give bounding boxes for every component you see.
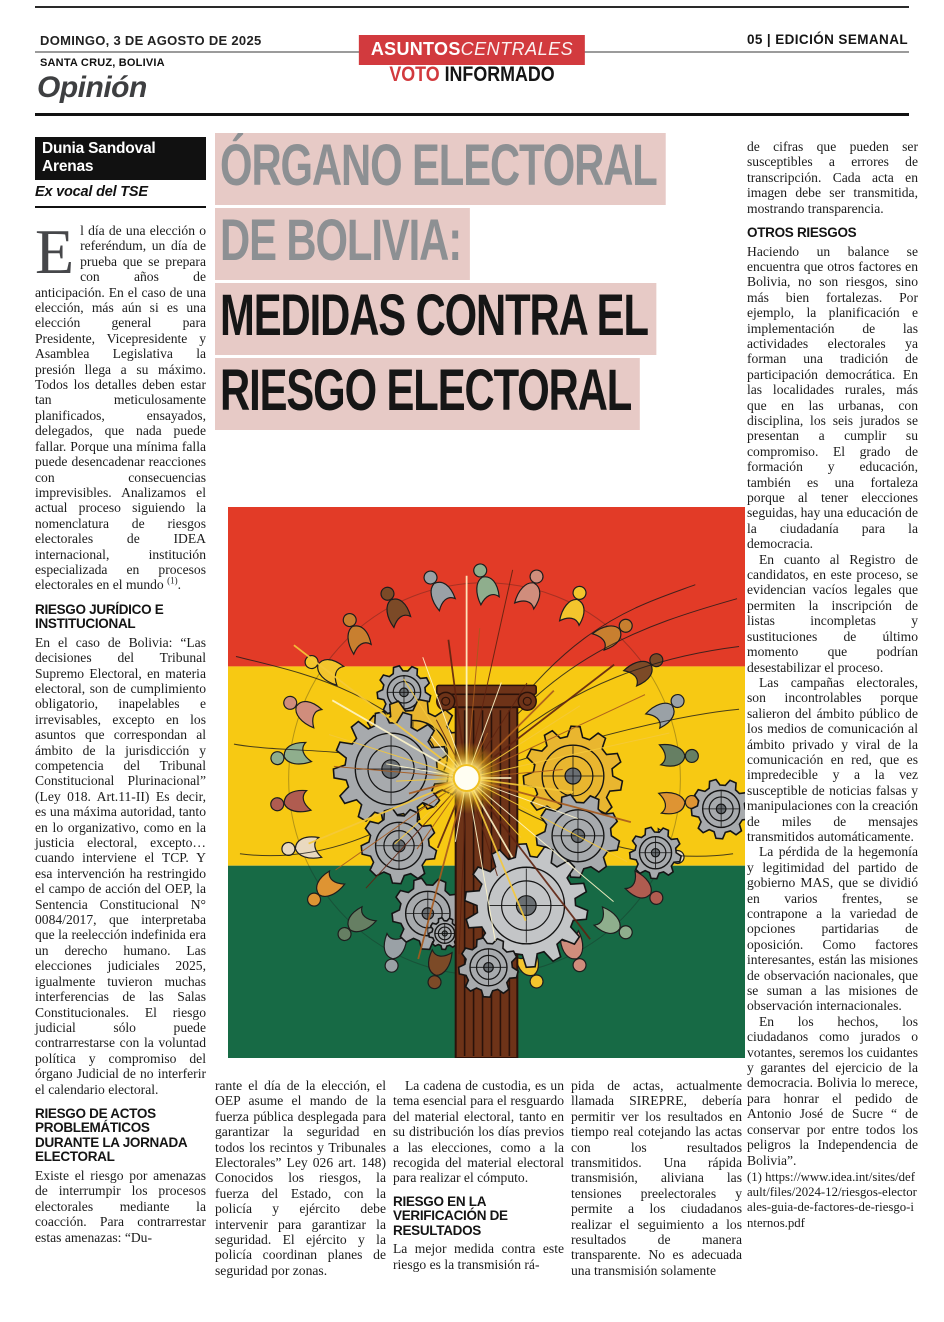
footnote-reference: (1) https://www.idea.int/sites/default/files/2024-12/riesgos-electorales-guia-de-factores-de-riesgo-internos.pdf <box>747 1169 917 1230</box>
headline-line-3: MEDIDAS CONTRA EL <box>215 283 657 355</box>
paragraph-text: l día de una elección o referéndum, un día de prueba que se prepara con años de anticipación. En el caso de una elección, más aún si es una elección general para Presidente, Vicepresidente y Asamblea Legislativa la presión llega a su máximo. Todos los detalles deben estar tan meticulosamente planificados, ensayados, delegados, que nada puede fallar. Porque una mínima falla puede desencadenar reacciones con consecuencias imprevisibles. Analizamos el actual proceso siguiendo la nomenclatura de riesgos electorales de IDEA internacional, institución especializada en procesos electorales en el mundo <box>35 223 206 593</box>
article-bottom-columns <box>215 1078 742 1278</box>
headline-line-1: ÓRGANO ELECTORAL <box>215 133 665 205</box>
paragraph: La pérdida de la hegemonía y legitimidad del partido de gobierno MAS, que se dividió en varios frentes, se contrapone a la variedad de opciones partidarias de oposición. Como factores interesantes, están las misiones de observación nacionales, que se suman a las misiones de observación internacionales. <box>747 844 918 1014</box>
paragraph: El día de una elección o referéndum, un día de prueba que se prepara con años de anticipación. En el caso de una elección, más aún si es una elección general para Presidente, Vicepresidente y Asamblea Legislativa la presión llega a su máximo. Todos los detalles deben estar tan meticulosamente planificados, ensayados, delegados, que nada puede fallar. Porque una mínima falla puede desencadenar reacciones con consecuencias imprevisibles. Analizamos el actual proceso siguiendo la nomenclatura de riesgos electorales de IDEA internacional, institución especializada en procesos electorales en el mundo $^{(1)}$. <box>35 216 206 593</box>
footnote-marker: (1) <box>167 575 178 586</box>
article-column-5 <box>747 139 918 1244</box>
badge-secondary-label: CENTRALES <box>460 39 574 59</box>
section-badge <box>359 35 585 65</box>
paragraph: Existe el riesgo por amenazas de interrumpir los procesos electorales mediante la coacción. Para contrarrestar estas amenazas: “Du- <box>35 1167 206 1245</box>
paragraph: Las campañas electorales, son incontrolables porque salieron del ámbito público de los medios de comunicación al ámbito privado y viral de la comunicación en red, que es impredecible y a la vez susceptible de noticias falsas y manipulaciones con la creación de miles de mensajes transmitidos automáticamente. <box>747 674 918 844</box>
section-title: Opinión <box>37 71 147 104</box>
paragraph: La mejor medida contra este riesgo es la transmisión rá- <box>393 1241 564 1272</box>
paragraph: de cifras que pueden ser susceptibles a errores de transcripción. Cada acta en imagen debe ser transmitida, mostrando transparencia. <box>747 139 918 216</box>
page-number-edition: 05 | EDICIÓN SEMANAL <box>746 32 908 47</box>
headline <box>215 133 755 433</box>
article-column-1 <box>35 137 206 1245</box>
article-illustration <box>228 507 745 1058</box>
paragraph: En el caso de Bolivia: “Las decisiones del Tribunal Supremo Electoral, en materia electoral, son de cumplimiento obligatorio, inapelables e irrevisables, excepto en los asuntos que correspondan al ámbito de la jurisdicción y competencia del Tribunal Constitucional Plurinacional” (Ley 018. Art.11-II) Es decir, es una máxima autoridad, tanto en lo organizativo, como en la justicia electoral, excepto… cuando interviene el TCP. Y esa intervención ha restringido el campo de acción del OEP, la Sentencia Constitucional N° 0084/2017, que interpretaba que la reelección indefinida era un derecho humano. Las elecciones judiciales 2025, igualmente tuvieron muchas interferencias de las Salas Constitucionales. El riesgo judicial sólo puede contrarrestarse con la voluntad política y compromiso del órgano Judicial de no interferir el calendario electoral. <box>35 634 206 1097</box>
paragraph: La cadena de custodia, es un tema esencial para el resguardo del material electoral, tanto en su distribución los días previos a las elecciones, como a la recogida del material electoral para realizar el cómputo. <box>393 1078 564 1186</box>
date-line: DOMINGO, 3 DE AGOSTO DE 2025 <box>40 33 262 48</box>
article-column-4 <box>571 1078 742 1278</box>
drop-cap: E <box>35 216 75 287</box>
section-heading: RIESGO EN LA VERIFICACIÓN DE RESULTADOS <box>393 1193 508 1238</box>
section-heading: RIESGO DE ACTOS PROBLEMÁTICOS DURANTE LA JORNADA ELECTORAL <box>35 1105 187 1165</box>
top-rule <box>35 6 909 8</box>
section-rule <box>35 113 909 116</box>
paragraph: pida de actas, actualmente llamada SIREPRE, debería permitir ver los resultados en tiempo real cotejando las actas con los resultados transmitidos. Una rápida transmisión, aliviana las tensiones preelectorales y permite a los ciudadanos realizar el seguimiento a los resultados de manera transparente. No es adecuada una transmisión solamente <box>571 1078 742 1278</box>
paragraph: En cuanto al Registro de candidatos, en este proceso, se evidencian vacíos legales que permiten la inscripción de listas incompletas y sustituciones de último momento que podrían desestabilizar el proceso. <box>747 551 918 675</box>
headline-line-4: RIESGO ELECTORAL <box>215 358 640 430</box>
section-heading: RIESGO JURÍDICO E INSTITUCIONAL <box>35 601 164 632</box>
author-name: Dunia Sandoval Arenas <box>35 137 206 180</box>
sub-badge <box>389 63 554 87</box>
paragraph: En los hechos, los ciudadanos como jurados o votantes, seremos los cuidantes y garantes del ejercicio de la democracia. Bolivia lo merece, para honrar el pedido de Antonio José de Sucre “ de conservar por entre todos los peligros la Independencia de Bolivia”. <box>747 1013 918 1168</box>
article-column-3 <box>393 1078 564 1278</box>
paragraph: Haciendo un balance se encuentra que otros factores en Bolivia, no son riesgos, sino más bien fortalezas. Por ejemplo, la planificación e implementación de las actividades electorales ya forman una tradición de participación democrática. En las localidades rurales, más que en las urbanas, con disciplina, los seis jurados se presentan a cumplir su compromiso. El grado de formación y educación, también es una fortaleza porque al tener elecciones seguidas, hay una educación de la ciudadanía para la democracia. <box>747 243 918 552</box>
author-rule <box>35 206 206 208</box>
author-role: Ex vocal del TSE <box>35 184 148 200</box>
paragraph: rante el día de la elección, el OEP asume el mando de la fuerza pública desplegada para garantizar la seguridad en todos los recintos y Tribunales Electorales” Ley 026 art. 148) Conocidos los riesgos, la fuerza del Estado, con la policía y ejército debe intervenir para garantizar la seguridad. El ejército y la policía coordinan planes de seguridad por zonas. <box>215 1078 386 1278</box>
sub-badge-red-label: VOTO <box>389 63 440 86</box>
location-line: SANTA CRUZ, BOLIVIA <box>40 57 165 69</box>
headline-line-2: DE BOLIVIA: <box>215 208 470 280</box>
electoral-emblem-illustration <box>228 507 745 1058</box>
article-column-2 <box>215 1078 386 1278</box>
sub-badge-black-label: INFORMADO <box>444 63 555 86</box>
badge-primary-label: ASUNTOS <box>370 39 461 59</box>
section-heading: OTROS RIESGOS <box>747 225 857 241</box>
